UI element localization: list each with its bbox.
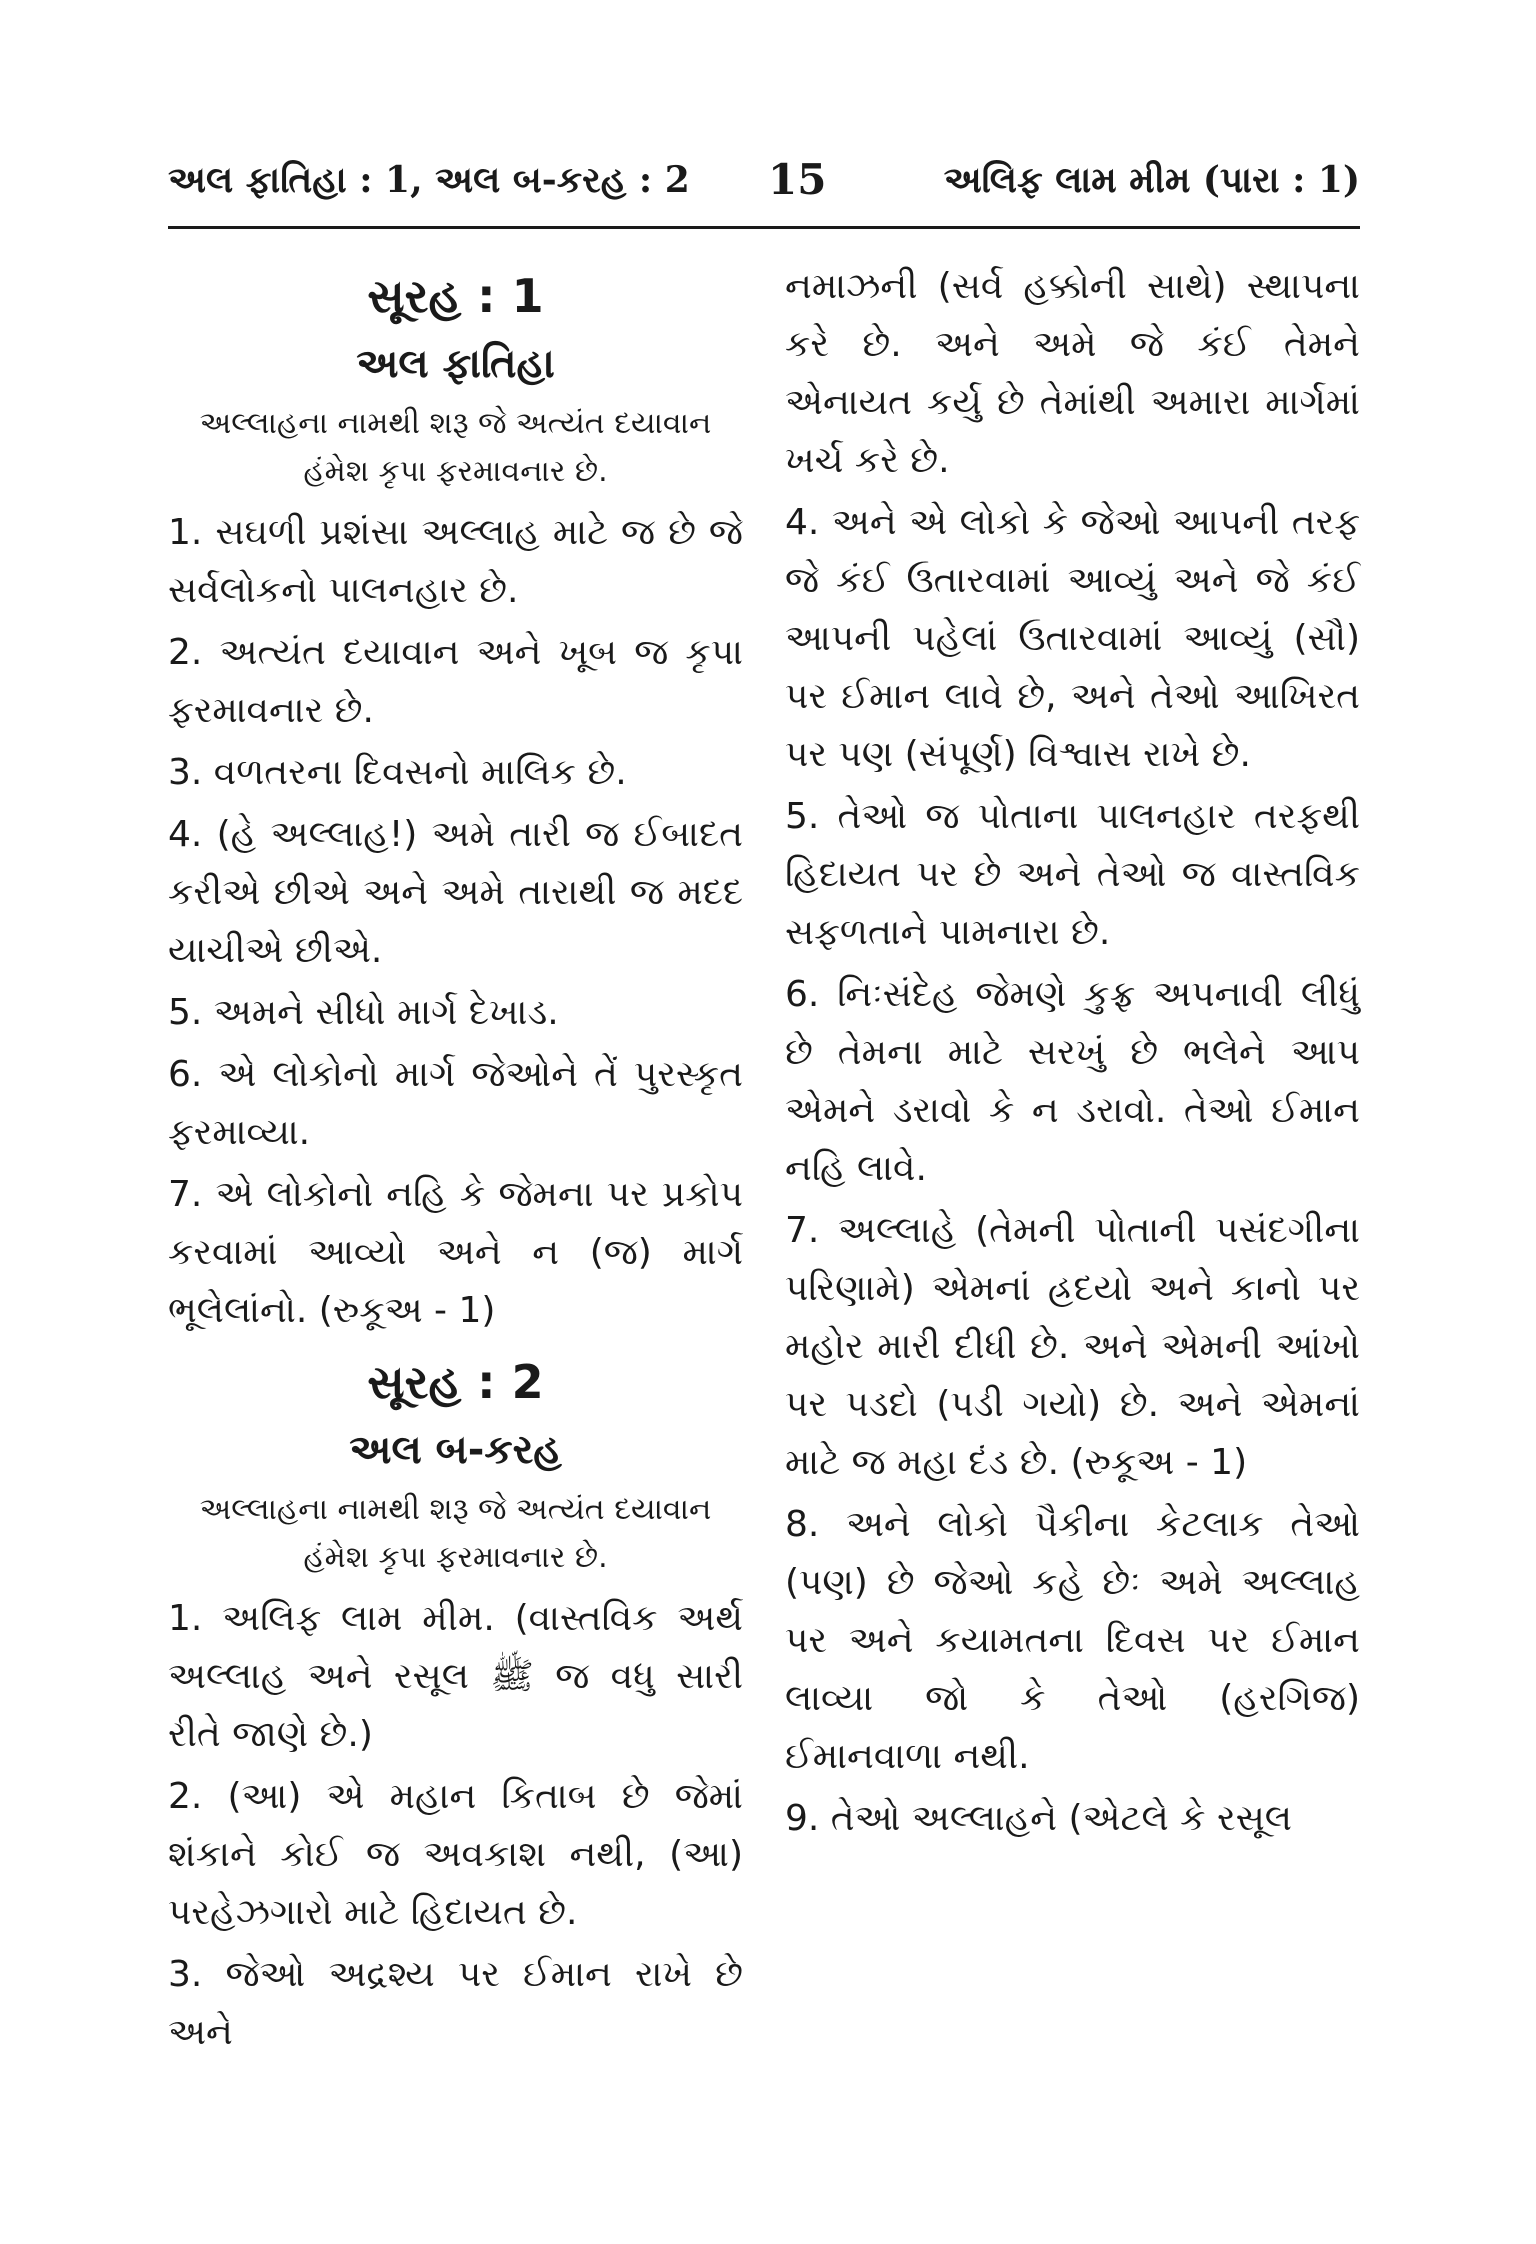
header-chapter-range: અલ ફાતિહા : 1, અલ બ-કરહ : 2 — [168, 159, 690, 201]
verse: 5. અમને સીધો માર્ગ દેખાડ. — [168, 992, 559, 1033]
header-juz-title: અલિફ લામ મીમ (પારા : 1) — [943, 159, 1360, 201]
verse: 6. નિઃસંદેહ જેમણે કુફ્ર અપનાવી લીધું છે તેમના માટે સરખું છે ભલેને આપ એમને ડરાવો કે ન ડરાવો. તેઓ ઈમાન નહિ લાવે. — [785, 974, 1360, 1189]
surah-2-name: અલ બ-કરહ — [349, 1427, 562, 1473]
verse: 9. તેઓ અલ્લાહને (એટલે કે રસૂલ — [785, 1798, 1292, 1839]
verse: 2. (આ) એ મહાન કિતાબ છે જેમાં શંકાને કોઈ જ અવકાશ નથી, (આ) પરહેઝગારો માટે હિદાયત છે. — [168, 1776, 743, 1933]
verse: 7. અલ્લાહે (તેમની પોતાની પસંદગીના પરિણામે) એમનાં હ્રદયો અને કાનો પર મહોર મારી દીધી છે. અને એમની આંખો પર પડદો (પડી ગયો) છે. અને એમનાં માટે જ મહા દંડ છે. (રુકૂઅ - 1) — [785, 1210, 1360, 1483]
verse: 2. અત્યંત દયાવાન અને ખૂબ જ કૃપા ફરમાવનાર છે. — [168, 632, 743, 731]
surah-1-bismillah — [168, 400, 743, 496]
page-header — [168, 150, 1360, 210]
verse: 1. અલિફ લામ મીમ. (વાસ્તવિક અર્થ અલ્લાહ અને રસૂલ ﷺ જ વધુ સારી રીતે જાણે છે.) — [168, 1598, 743, 1755]
bismillah-line-2: હંમેશ કૃપા ફરમાવનાર છે. — [303, 454, 608, 489]
surah-1-name: અલ ફાતિહા — [356, 341, 555, 387]
left-column — [168, 258, 743, 2066]
surah-1-title: સૂરહ : 1 — [367, 269, 544, 323]
verse: 3. વળતરના દિવસનો માલિક છે. — [168, 752, 627, 793]
verse: 6. એ લોકોનો માર્ગ જેઓને તેં પુરસ્કૃત ફરમાવ્યા. — [168, 1054, 743, 1153]
verse: 3. જેઓ અદ્રશ્ય પર ઈમાન રાખે છે અને — [168, 1954, 743, 2053]
verse: 4. (હે અલ્લાહ!) અમે તારી જ ઈબાદત કરીએ છીએ અને અમે તારાથી જ મદદ યાચીએ છીએ. — [168, 814, 743, 971]
bismillah-line-1: અલ્લાહના નામથી શરૂ જે અત્યંત દયાવાન — [199, 406, 712, 441]
bismillah-line-2: હંમેશ કૃપા ફરમાવનાર છે. — [303, 1540, 608, 1575]
verse-continuation: નમાઝની (સર્વ હક્કોની સાથે) સ્થાપના કરે છે. અને અમે જે કંઈ તેમને એનાયત કર્યુ છે તેમાંથી અમારા માર્ગમાં ખર્ચ કરે છે. — [785, 266, 1360, 481]
verse: 8. અને લોકો પૈકીના કેટલાક તેઓ (પણ) છે જેઓ કહે છેઃ અમે અલ્લાહ પર અને કયામતના દિવસ પર ઈમાન લાવ્યા જો કે તેઓ (હરગિજ) ઈમાનવાળા નથી. — [785, 1504, 1360, 1777]
page-number: 15 — [768, 155, 827, 204]
surah-2-bismillah — [168, 1486, 743, 1582]
right-column — [785, 258, 1360, 1852]
surah-2-title: સૂરહ : 2 — [367, 1355, 544, 1409]
header-divider — [168, 226, 1360, 229]
verse: 5. તેઓ જ પોતાના પાલનહાર તરફથી હિદાયત પર છે અને તેઓ જ વાસ્તવિક સફળતાને પામનારા છે. — [785, 796, 1360, 953]
verse: 7. એ લોકોનો નહિ કે જેમના પર પ્રકોપ કરવામાં આવ્યો અને ન (જ) માર્ગ ભૂલેલાંનો. (રુકૂઅ - 1) — [168, 1174, 743, 1331]
bismillah-line-1: અલ્લાહના નામથી શરૂ જે અત્યંત દયાવાન — [199, 1492, 712, 1527]
verse: 4. અને એ લોકો કે જેઓ આપની તરફ જે કંઈ ઉતારવામાં આવ્યું અને જે કંઈ આપની પહેલાં ઉતારવામાં આવ્યું (સૌ) પર ઈમાન લાવે છે, અને તેઓ આખિરત પર પણ (સંપૂર્ણ) વિશ્વાસ રાખે છે. — [785, 502, 1360, 775]
verse: 1. સઘળી પ્રશંસા અલ્લાહ માટે જ છે જે સર્વલોકનો પાલનહાર છે. — [168, 512, 743, 611]
